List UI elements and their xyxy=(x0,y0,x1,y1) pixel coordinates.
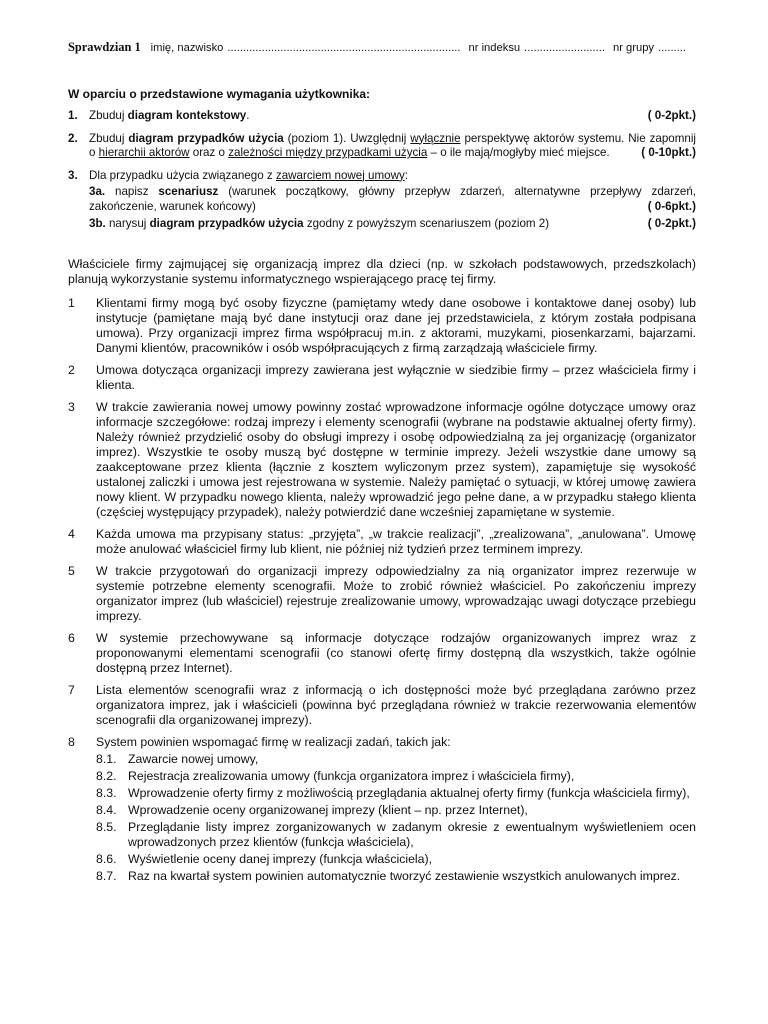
item-text: Lista elementów scenografii wraz z informacją o ich dostępności może być przeglądana zarówno przez organizatora imprez, jak i właścicieli (powinna być przeglądana również w trakcie rezerwowania elementów scenografii dla organizowanej imprezy). xyxy=(96,682,696,727)
exam-title: Sprawdzian 1 xyxy=(68,40,141,54)
requirement-text: Dla przypadku użycia związanego z zawarciem nowej umowy: xyxy=(89,168,408,182)
item-number: 1 xyxy=(68,295,75,310)
task-number: 8.3. xyxy=(96,785,117,800)
task-number: 8.7. xyxy=(96,868,117,883)
requirement-label: 3a. xyxy=(89,185,106,198)
requirement-points: ( 0-2pkt.) xyxy=(647,217,696,230)
list-item xyxy=(68,527,696,557)
item-text: Umowa dotycząca organizacji imprezy zawierana jest wyłącznie w siedzibie firmy – przez właściciela firmy i klienta. xyxy=(96,362,696,392)
list-item xyxy=(68,363,696,393)
task-text: Zawarcie nowej umowy, xyxy=(128,751,259,766)
exam-header xyxy=(68,40,696,55)
item-text: W trakcie przygotowań do organizacji imprezy odpowiedzialny za nią organizator imprez rezerwuje w systemie potrzebne elementy scenografii. Może to zrobić również właściciel. Po zakończeniu imprezy organizator imprez (lub właściciel) rejestruje zrealizowanie umowy, wprowadzając uwagi dotyczące przebiegu imprezy. xyxy=(96,563,696,623)
item-text: Każda umowa ma przypisany status: „przyjęta”, „w trakcie realizacji”, „zrealizowana”, „anulowana”. Umowę może anulować właściciel firmy lub klient, nie później niż tydzień przez terminem imprezy. xyxy=(96,526,696,556)
name-field[interactable]: ........................................................................... xyxy=(227,42,461,54)
requirement-number: 1. xyxy=(68,109,78,122)
requirement-points: ( 0-10pkt.) xyxy=(641,146,696,159)
item-number: 4 xyxy=(68,526,75,541)
index-label: nr indeksu xyxy=(468,42,521,54)
task-text: Rejestracja zrealizowania umowy (funkcja organizatora imprez i właściciela firmy), xyxy=(128,768,575,783)
task-text: Przeglądanie listy imprez zorganizowanych w zadanym okresie z ewentualnym wyświetleniem ocen wprowadzonych przez klientów (funkcja właściciela), xyxy=(128,819,696,849)
task-item xyxy=(96,869,696,884)
task-item xyxy=(96,786,696,801)
item-text: W trakcie zawierania nowej umowy powinny zostać wprowadzone informacje ogólne dotyczące umowy oraz informacje szczegółowe: rodzaj imprezy i elementy scenografii (wybrane na podstawie aktualnej oferty firmy). Należy również przydzielić osoby do obsługi imprezy i osobę odpowiedzialną za jej organizację (organizator imprez). Wszystkie te osoby muszą być dostępne w terminie imprezy. Jeżeli wszystkie dane umowy są zaakceptowane przez klienta (łącznie z kosztem wyliczonym przez system), zapamiętuje się wysokość ustalonej zaliczki i umowa jest rejestrowana w systemie. Należy pamiętać o sytuacji, w której umowę zawiera nowy klient. W przypadku nowego klienta, należy wprowadzić jego pełne dane, a w przypadku stałego klienta (częściej występujący przypadek), należy potwierdzić dane wcześniej zapamiętane w systemie. xyxy=(96,399,696,519)
name-label: imię, nazwisko xyxy=(150,42,224,54)
task-number: 8.5. xyxy=(96,819,117,834)
task-number: 8.2. xyxy=(96,768,117,783)
list-item xyxy=(68,735,696,884)
requirement-3 xyxy=(68,169,696,232)
item-number: 2 xyxy=(68,362,75,377)
item-number: 8 xyxy=(68,734,75,749)
requirement-label: 3b. xyxy=(89,217,106,230)
numbered-list xyxy=(68,296,696,884)
requirement-number: 3. xyxy=(68,168,78,182)
requirement-3a: 3a. napisz scenariusz (warunek początkowy, główny przepływ zdarzeń, alternatywne przepływy zdarzeń, zakończenie, warunek końcowy) ( 0-6pkt.) xyxy=(89,185,696,213)
item-number: 7 xyxy=(68,682,75,697)
requirement-text: Zbuduj diagram przypadków użycia (poziom 1). Uwzględnij wyłącznie perspektywę aktorów systemu. Nie zapomnij o hierarchii aktorów oraz o zależności między przypadkami użycia – o ile mają/mogłyby mieć miejsce. ( 0-10pkt.) xyxy=(89,131,697,159)
task-number: 8.6. xyxy=(96,851,117,866)
task-text: Wyświetlenie oceny danej imprezy (funkcja właściciela), xyxy=(128,851,433,866)
requirement-3b: 3b. narysuj diagram przypadków użycia zgodny z powyższym scenariuszem (poziom 2) ( 0-2pkt.) xyxy=(89,217,696,230)
item-text: W systemie przechowywane są informacje dotyczące rodzajów organizowanych imprez wraz z proponowanymi elementami scenografii (co stanowi ofertę firmy dostępną dla wszystkich, także ogólnie dostępną przez Internet). xyxy=(96,630,696,675)
item-text: System powinien wspomagać firmę w realizacji zadań, takich jak: xyxy=(96,734,451,749)
requirement-number: 2. xyxy=(68,131,78,145)
item-number: 3 xyxy=(68,399,75,414)
requirement-points: ( 0-6pkt.) xyxy=(647,199,696,213)
task-item xyxy=(96,852,696,867)
requirement-2 xyxy=(68,132,696,161)
index-field[interactable]: .......................... xyxy=(524,42,605,54)
group-field[interactable]: ......... xyxy=(658,42,686,54)
task-text: Raz na kwartał system powinien automatycznie tworzyć zestawienie wszystkich anulowanych imprez. xyxy=(128,868,681,883)
task-item xyxy=(96,803,696,818)
list-item xyxy=(68,631,696,676)
list-item xyxy=(68,296,696,356)
requirement-text: Zbuduj diagram kontekstowy. xyxy=(89,109,250,122)
task-number: 8.4. xyxy=(96,802,117,817)
requirements-heading: W oparciu o przedstawione wymagania użytkownika: xyxy=(68,87,371,101)
task-item xyxy=(96,769,696,784)
task-item xyxy=(96,820,696,850)
task-number: 8.1. xyxy=(96,751,117,766)
task-text: Wprowadzenie oferty firmy z możliwością przeglądania aktualnej oferty firmy (funkcja właściciela firmy), xyxy=(128,785,690,800)
requirement-1 xyxy=(68,109,696,124)
list-item xyxy=(68,400,696,520)
task-text: Wprowadzenie oceny organizowanej imprezy (klient – np. przez Internet), xyxy=(128,802,528,817)
requirement-points: ( 0-2pkt.) xyxy=(647,109,696,122)
item-number: 5 xyxy=(68,563,75,578)
item-number: 6 xyxy=(68,630,75,645)
list-item xyxy=(68,564,696,624)
intro-paragraph: Właściciele firmy zajmującej się organizacją imprez dla dzieci (np. w szkołach podstawowych, przedszkolach) planują wykorzystanie systemu informatycznego wspierającego pracę tej firmy. xyxy=(68,256,696,286)
item-text: Klientami firmy mogą być osoby fizyczne (pamiętamy wtedy dane osobowe i kontaktowe danej osoby) lub instytucje (pamiętane mają być dane instytucji oraz dane jej przedstawiciela, z którym została podpisana umowa). Przy organizacji imprez firma współpracuj m.in. z aktorami, muzykami, piosenkarzami, bajarzami. Danymi klientów, pracowników i osób współpracujących z firmą zarządzają właściciele firmy. xyxy=(96,295,696,355)
group-label: nr grupy xyxy=(612,42,655,54)
task-item xyxy=(96,752,696,767)
list-item xyxy=(68,683,696,728)
